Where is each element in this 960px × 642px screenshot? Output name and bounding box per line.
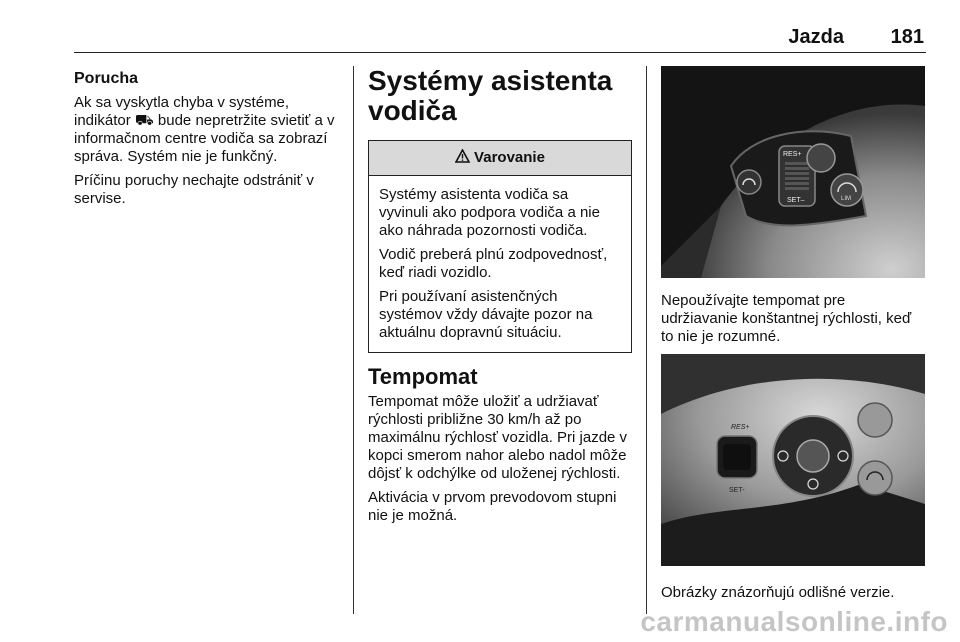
warning-paragraph: Systémy asistenta vodiča sa vyvinuli ako podpora vodiča a nie ako náhrada pozornosti vodiča. (379, 186, 600, 239)
warning-header (369, 141, 631, 176)
subheading-tempomat: Tempomat (368, 364, 478, 389)
warning-box (368, 140, 632, 353)
page-header (74, 26, 926, 53)
paragraph: Ak sa vyskytla chyba v systéme, indikátor ⛟ bude nepretržite svietiť a v informačnom centre vodiča sa zobrazí správa. Systém nie je funkčný. (74, 94, 335, 165)
chapter-title-line-1: Systémy asistenta (368, 65, 613, 96)
warning-body (369, 176, 631, 352)
chapter-title (368, 66, 632, 126)
paragraph: Aktivácia v prvom prevodovom stupni nie je možná. (368, 489, 617, 524)
paragraph: Tempomat môže uložiť a udržiavať rýchlosti približne 30 km/h až po maximálnu rýchlosť vozidla. Pri jazde v kopci smerom nahor alebo nadol môže dôjsť k odchýlke od uloženej rýchlosti. (368, 393, 628, 482)
section-title: Jazda (788, 26, 844, 48)
caption-2: Obrázky znázorňujú odlišné verzie. (661, 584, 895, 601)
lim-label: LIM (841, 196, 852, 202)
page-number: 181 (890, 26, 924, 48)
section-heading-porucha: Porucha (74, 70, 139, 87)
res-plus-label: RES+ (783, 151, 802, 158)
left-column (74, 70, 340, 214)
warning-title: Varovanie (474, 149, 545, 166)
chapter-title-line-2: vodiča (368, 95, 457, 126)
set-minus-label-2: SET- (729, 487, 745, 494)
warning-paragraph: Vodič preberá plnú zodpovednosť, keď riadi vozidlo. (379, 246, 608, 281)
steering-wheel-photo-1 (661, 66, 925, 278)
warning-paragraph: Pri používaní asistenčných systémov vždy dávajte pozor na aktuálnu dopravnú situáciu. (379, 288, 593, 341)
warning-triangle-icon (455, 149, 470, 168)
column-divider-left (353, 66, 354, 614)
column-divider-right (646, 66, 647, 614)
paragraph: Príčinu poruchy nechajte odstrániť v servise. (74, 172, 314, 207)
watermark: carmanualsonline.info (640, 606, 948, 637)
steering-wheel-photo-2 (661, 354, 925, 566)
caption-1: Nepoužívajte tempomat pre udržiavanie konštantnej rýchlosti, keď to nie je rozumné. (661, 292, 912, 345)
middle-column (368, 66, 632, 531)
set-minus-label: SET– (787, 197, 805, 204)
res-plus-label-2: RES+ (731, 424, 750, 431)
